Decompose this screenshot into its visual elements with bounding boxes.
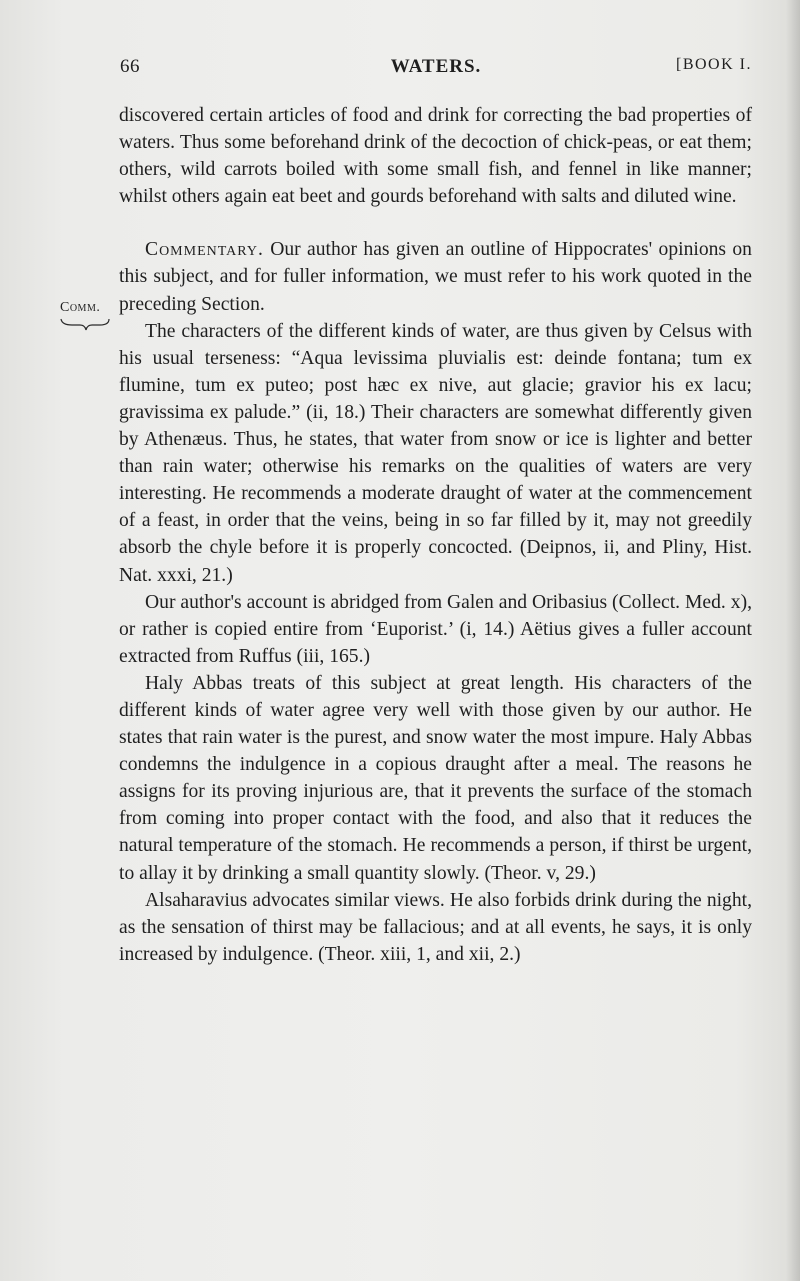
commentary-label: Commentary. <box>145 239 264 261</box>
paragraph: discovered certain articles of food and drink for correcting the bad properties of waters. Thus some beforehand drink of the decoction of chick-peas, or eat them; others, wild carrots boiled with some small fish, and fennel in like manner; whilst others again eat beet and gourds beforehand with salts and diluted wine. <box>119 105 752 208</box>
running-title: WATERS. <box>390 56 482 77</box>
margin-note <box>60 300 114 331</box>
paragraph-commentary <box>119 236 752 317</box>
paragraph: The characters of the different kinds of water, are thus given by Celsus with his usual terseness: “Aqua levissima pluvialis est: deinde fontana; tum ex flumine, tum ex puteo; post hæc ex nive, aut glacie; gravior his ex lacu; gravissima ex palude.” (ii, 18.) Their characters are somewhat differently given by Athenæus. Thus, he states, that water from snow or ice is lighter and better than rain water; otherwise his remarks on the qualities of waters are very interesting. He recommends a moderate draught of water at the commencement of a feast, in order that the veins, being in so far filled by it, may not greedily absorb the chyle before it is properly concocted. (Deipnos, ii, and Pliny, Hist. Nat. xxxi, 21.) <box>119 320 752 586</box>
paragraph: Haly Abbas treats of this subject at great length. His characters of the different kinds of water agree very well with those given by our author. He states that rain water is the purest, and snow water the most impure. Haly Abbas condemns the indulgence in a copious draught after a meal. The reasons he assigns for its proving injurious are, that it prevents the surface of the stomach from coming into proper contact with the food, and also that it reduces the natural temperature of the stomach. He recommends a person, if thirst be urgent, to allay it by drinking a small quantity slowly. (Theor. v, 29.) <box>119 672 752 884</box>
page-header <box>120 56 752 86</box>
brace-icon <box>60 317 110 331</box>
spine-shadow <box>786 0 800 1281</box>
paragraph: Our author's account is abridged from Galen and Oribasius (Collect. Med. x), or rather is copied entire from ‘Euporist.’ (i, 14.) Aëtius gives a fuller account extracted from Ruffus (iii, 165.) <box>119 591 752 667</box>
book-reference: [BOOK I. <box>676 56 752 73</box>
page-number: 66 <box>120 56 140 77</box>
body-text <box>119 102 752 968</box>
commentary-text: Our author has given an outline of Hippocrates' opinions on this subject, and for fuller information, we must refer to his work quoted in the preceding Section. <box>119 239 752 315</box>
paragraph: Alsaharavius advocates similar views. He also forbids drink during the night, as the sensation of thirst may be fallacious; and at all events, he says, it is only increased by indulgence. (Theor. xiii, 1, and xii, 2.) <box>119 889 752 965</box>
margin-note-label: Comm. <box>60 300 101 315</box>
